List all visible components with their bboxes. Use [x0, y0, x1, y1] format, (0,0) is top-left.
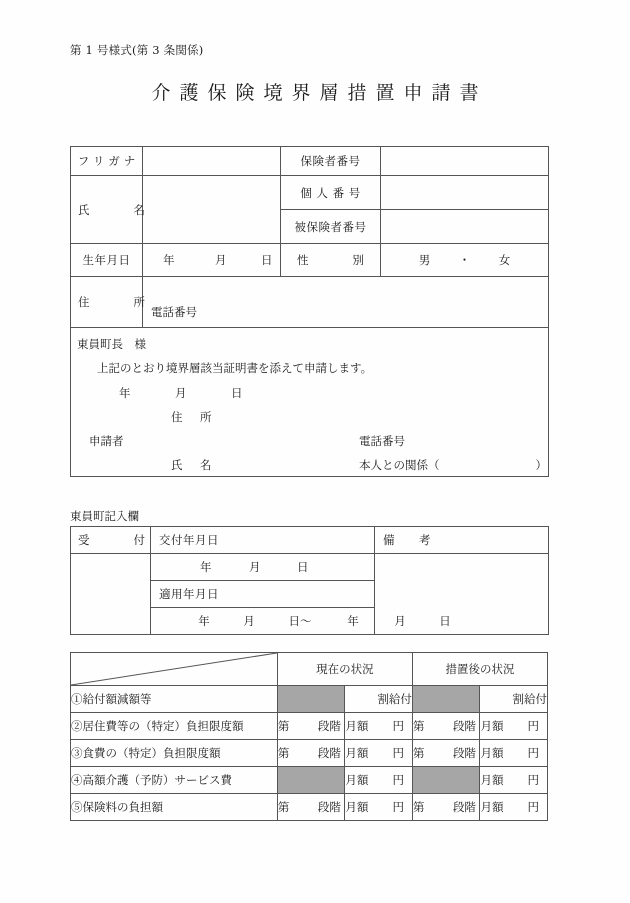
table-row	[71, 767, 548, 794]
table-row	[71, 713, 548, 740]
status-row-label: ③食費の（特定）負担限度額	[71, 740, 278, 767]
range-day-from-label: 日〜	[288, 614, 312, 628]
status-stage-cell-after[interactable]	[412, 794, 480, 821]
declaration-block	[71, 328, 549, 477]
table-row	[71, 328, 549, 477]
reception-input-cell[interactable]	[71, 554, 151, 635]
table-row	[71, 527, 549, 554]
status-stage-cell-current	[277, 686, 345, 713]
address-input-cell[interactable]	[143, 277, 549, 328]
declaration-month-label: 月	[175, 386, 187, 400]
monthly-label: 月額	[345, 746, 369, 760]
issue-date-ymd	[151, 559, 374, 575]
birthdate-ymd	[143, 252, 280, 268]
yen-label: 円	[527, 773, 539, 787]
sex-female-option[interactable]: 女	[498, 253, 511, 267]
address-label: 住 所	[78, 295, 152, 309]
personal-number-label-cell	[281, 176, 381, 210]
birthdate-input-cell[interactable]	[143, 244, 281, 277]
status-stage-cell-current[interactable]	[277, 713, 345, 740]
stage-suffix-label: 段階	[317, 719, 341, 733]
birth-day-label: 日	[261, 253, 273, 267]
status-stage-cell-after	[412, 686, 480, 713]
status-amount-cell-current[interactable]	[345, 740, 413, 767]
status-amount-cell-after[interactable]	[480, 794, 548, 821]
yen-label: 円	[527, 800, 539, 814]
sex-separator: ・	[458, 253, 471, 267]
insurer-number-label-cell	[281, 147, 381, 176]
reception-label: 受 付	[78, 533, 152, 547]
monthly-label: 月額	[345, 773, 369, 787]
yen-label: 円	[392, 773, 404, 787]
table-row	[71, 686, 548, 713]
monthly-label: 月額	[480, 800, 504, 814]
declaration-year-label: 年	[119, 386, 131, 400]
table-header-row	[71, 653, 548, 686]
birthdate-label: 生年月日	[82, 253, 131, 267]
declaration-relation-label: 本人との関係（	[359, 458, 440, 472]
insured-number-label: 被保険者番号	[294, 219, 367, 234]
status-amount-cell-after[interactable]	[480, 686, 548, 713]
insured-number-input-cell[interactable]	[381, 210, 549, 244]
monthly-label: 月額	[480, 773, 504, 787]
furigana-input-cell[interactable]	[143, 147, 281, 176]
issue-day-label: 日	[297, 560, 309, 574]
group-header-after	[412, 653, 547, 686]
stage-suffix-label: 段階	[317, 746, 341, 760]
stage-prefix-label: 第	[277, 719, 290, 733]
insurer-number-input-cell[interactable]	[381, 147, 549, 176]
table-row	[71, 277, 549, 328]
status-stage-cell-after[interactable]	[412, 713, 480, 740]
declaration-day-label: 日	[231, 386, 243, 400]
sex-label: 性 別	[297, 253, 371, 267]
sex-options	[381, 252, 548, 268]
status-row-label: ④高額介護（予防）サービス費	[71, 767, 278, 794]
stage-prefix-label: 第	[412, 719, 425, 733]
status-stage-cell-after	[412, 767, 480, 794]
range-month-from-label: 月	[243, 614, 255, 628]
sex-male-option[interactable]: 男	[418, 253, 431, 267]
table-row	[71, 794, 548, 821]
group-header-after-label: 措置後の状況	[445, 662, 515, 676]
diagonal-line-icon	[71, 653, 277, 685]
issue-month-label: 月	[249, 560, 261, 574]
declaration-relation-line[interactable]	[359, 457, 547, 473]
group-header-current-label: 現在の状況	[316, 662, 374, 676]
monthly-label: 月額	[345, 800, 369, 814]
apply-date-label-cell	[151, 581, 375, 608]
name-input-cell[interactable]	[143, 176, 281, 244]
status-amount-cell-current[interactable]	[345, 713, 413, 740]
page-title: 介護保険境界層措置申請書	[151, 82, 488, 104]
personal-number-input-cell[interactable]	[381, 176, 549, 210]
status-comparison-table	[70, 652, 548, 821]
birth-year-label: 年	[163, 253, 175, 267]
status-row-label: ⑤保険料の負担額	[71, 794, 278, 821]
status-row-label: ②居住費等の（特定）負担限度額	[71, 713, 278, 740]
status-amount-cell-current[interactable]	[345, 686, 413, 713]
status-amount-cell-after[interactable]	[480, 740, 548, 767]
status-amount-cell-current[interactable]	[345, 794, 413, 821]
stage-prefix-label: 第	[412, 746, 425, 760]
status-amount-cell-after[interactable]	[480, 767, 548, 794]
reception-label-cell	[71, 527, 151, 554]
phone-label: 電話番号	[151, 305, 197, 319]
stage-suffix-label: 段階	[317, 800, 341, 814]
range-year-to-label: 年	[347, 614, 359, 628]
diagonal-header-cell	[71, 653, 278, 686]
monthly-label: 月額	[480, 719, 504, 733]
furigana-label-cell	[71, 147, 143, 176]
stage-prefix-label: 第	[412, 800, 425, 814]
remarks-label: 備 考	[383, 533, 431, 547]
town-section-heading: 東員町記入欄	[70, 509, 139, 523]
birthdate-label-cell	[71, 244, 143, 277]
issue-date-input-cell[interactable]	[151, 554, 375, 581]
declaration-address-label: 住 所	[171, 410, 215, 424]
group-header-current	[277, 653, 412, 686]
form-number: 第 1 号様式(第 3 条関係)	[70, 43, 204, 57]
yen-label: 円	[392, 800, 404, 814]
stage-suffix-label: 段階	[452, 719, 476, 733]
insurer-number-label: 保険者番号	[300, 154, 361, 168]
issue-date-label: 交付年月日	[159, 533, 219, 547]
name-label-cell	[71, 176, 152, 244]
monthly-label: 月額	[480, 746, 504, 760]
name-label: 氏 名	[78, 202, 152, 217]
range-year-from-label: 年	[198, 614, 210, 628]
declaration-date-line[interactable]	[119, 385, 243, 401]
declaration-applicant-label: 申請者	[89, 434, 124, 448]
table-row	[71, 147, 549, 176]
stage-suffix-label: 段階	[452, 800, 476, 814]
declaration-relation-close: ）	[535, 458, 547, 472]
stage-suffix-label: 段階	[452, 746, 476, 760]
status-amount-cell-current[interactable]	[345, 767, 413, 794]
yen-label: 円	[392, 746, 404, 760]
insured-number-label-cell	[281, 210, 381, 244]
status-stage-cell-current[interactable]	[277, 740, 345, 767]
monthly-label: 月額	[345, 719, 369, 733]
declaration-name-label: 氏 名	[171, 458, 215, 472]
apply-date-label: 適用年月日	[159, 587, 219, 601]
apply-date-range-cell[interactable]	[151, 608, 451, 635]
issue-year-label: 年	[200, 560, 212, 574]
range-month-to-label: 月	[394, 614, 406, 628]
address-label-cell	[71, 277, 152, 328]
yen-label: 円	[392, 719, 404, 733]
table-row	[71, 554, 549, 581]
table-row	[71, 176, 549, 210]
table-row	[71, 740, 548, 767]
stage-prefix-label: 第	[277, 746, 290, 760]
status-stage-cell-current	[277, 767, 345, 794]
declaration-phone-label: 電話番号	[359, 434, 405, 448]
declaration-addressee: 東員町長 様	[77, 337, 146, 351]
issue-date-label-cell	[151, 527, 375, 554]
sex-choice-cell[interactable]	[381, 244, 549, 277]
birth-month-label: 月	[215, 253, 227, 267]
status-stage-cell-after[interactable]	[412, 740, 480, 767]
furigana-label: フリガナ	[77, 154, 140, 168]
sex-label-cell	[281, 244, 381, 277]
wari-label: 割給付	[512, 692, 547, 706]
declaration-body-text: 上記のとおり境界層該当証明書を添えて申請します。	[97, 361, 373, 375]
table-row	[71, 244, 549, 277]
status-row-label: ①給付額減額等	[71, 686, 278, 713]
applicant-info-table	[70, 146, 549, 477]
personal-number-label: 個 人 番 号	[300, 185, 361, 200]
status-amount-cell-after[interactable]	[480, 713, 548, 740]
stage-prefix-label: 第	[277, 800, 290, 814]
status-stage-cell-current[interactable]	[277, 794, 345, 821]
yen-label: 円	[527, 719, 539, 733]
town-office-table	[70, 526, 549, 635]
remarks-label-cell	[375, 527, 549, 554]
wari-label: 割給付	[377, 692, 412, 706]
range-day-to-label: 日	[439, 614, 451, 628]
apply-date-range	[151, 614, 467, 628]
yen-label: 円	[527, 746, 539, 760]
